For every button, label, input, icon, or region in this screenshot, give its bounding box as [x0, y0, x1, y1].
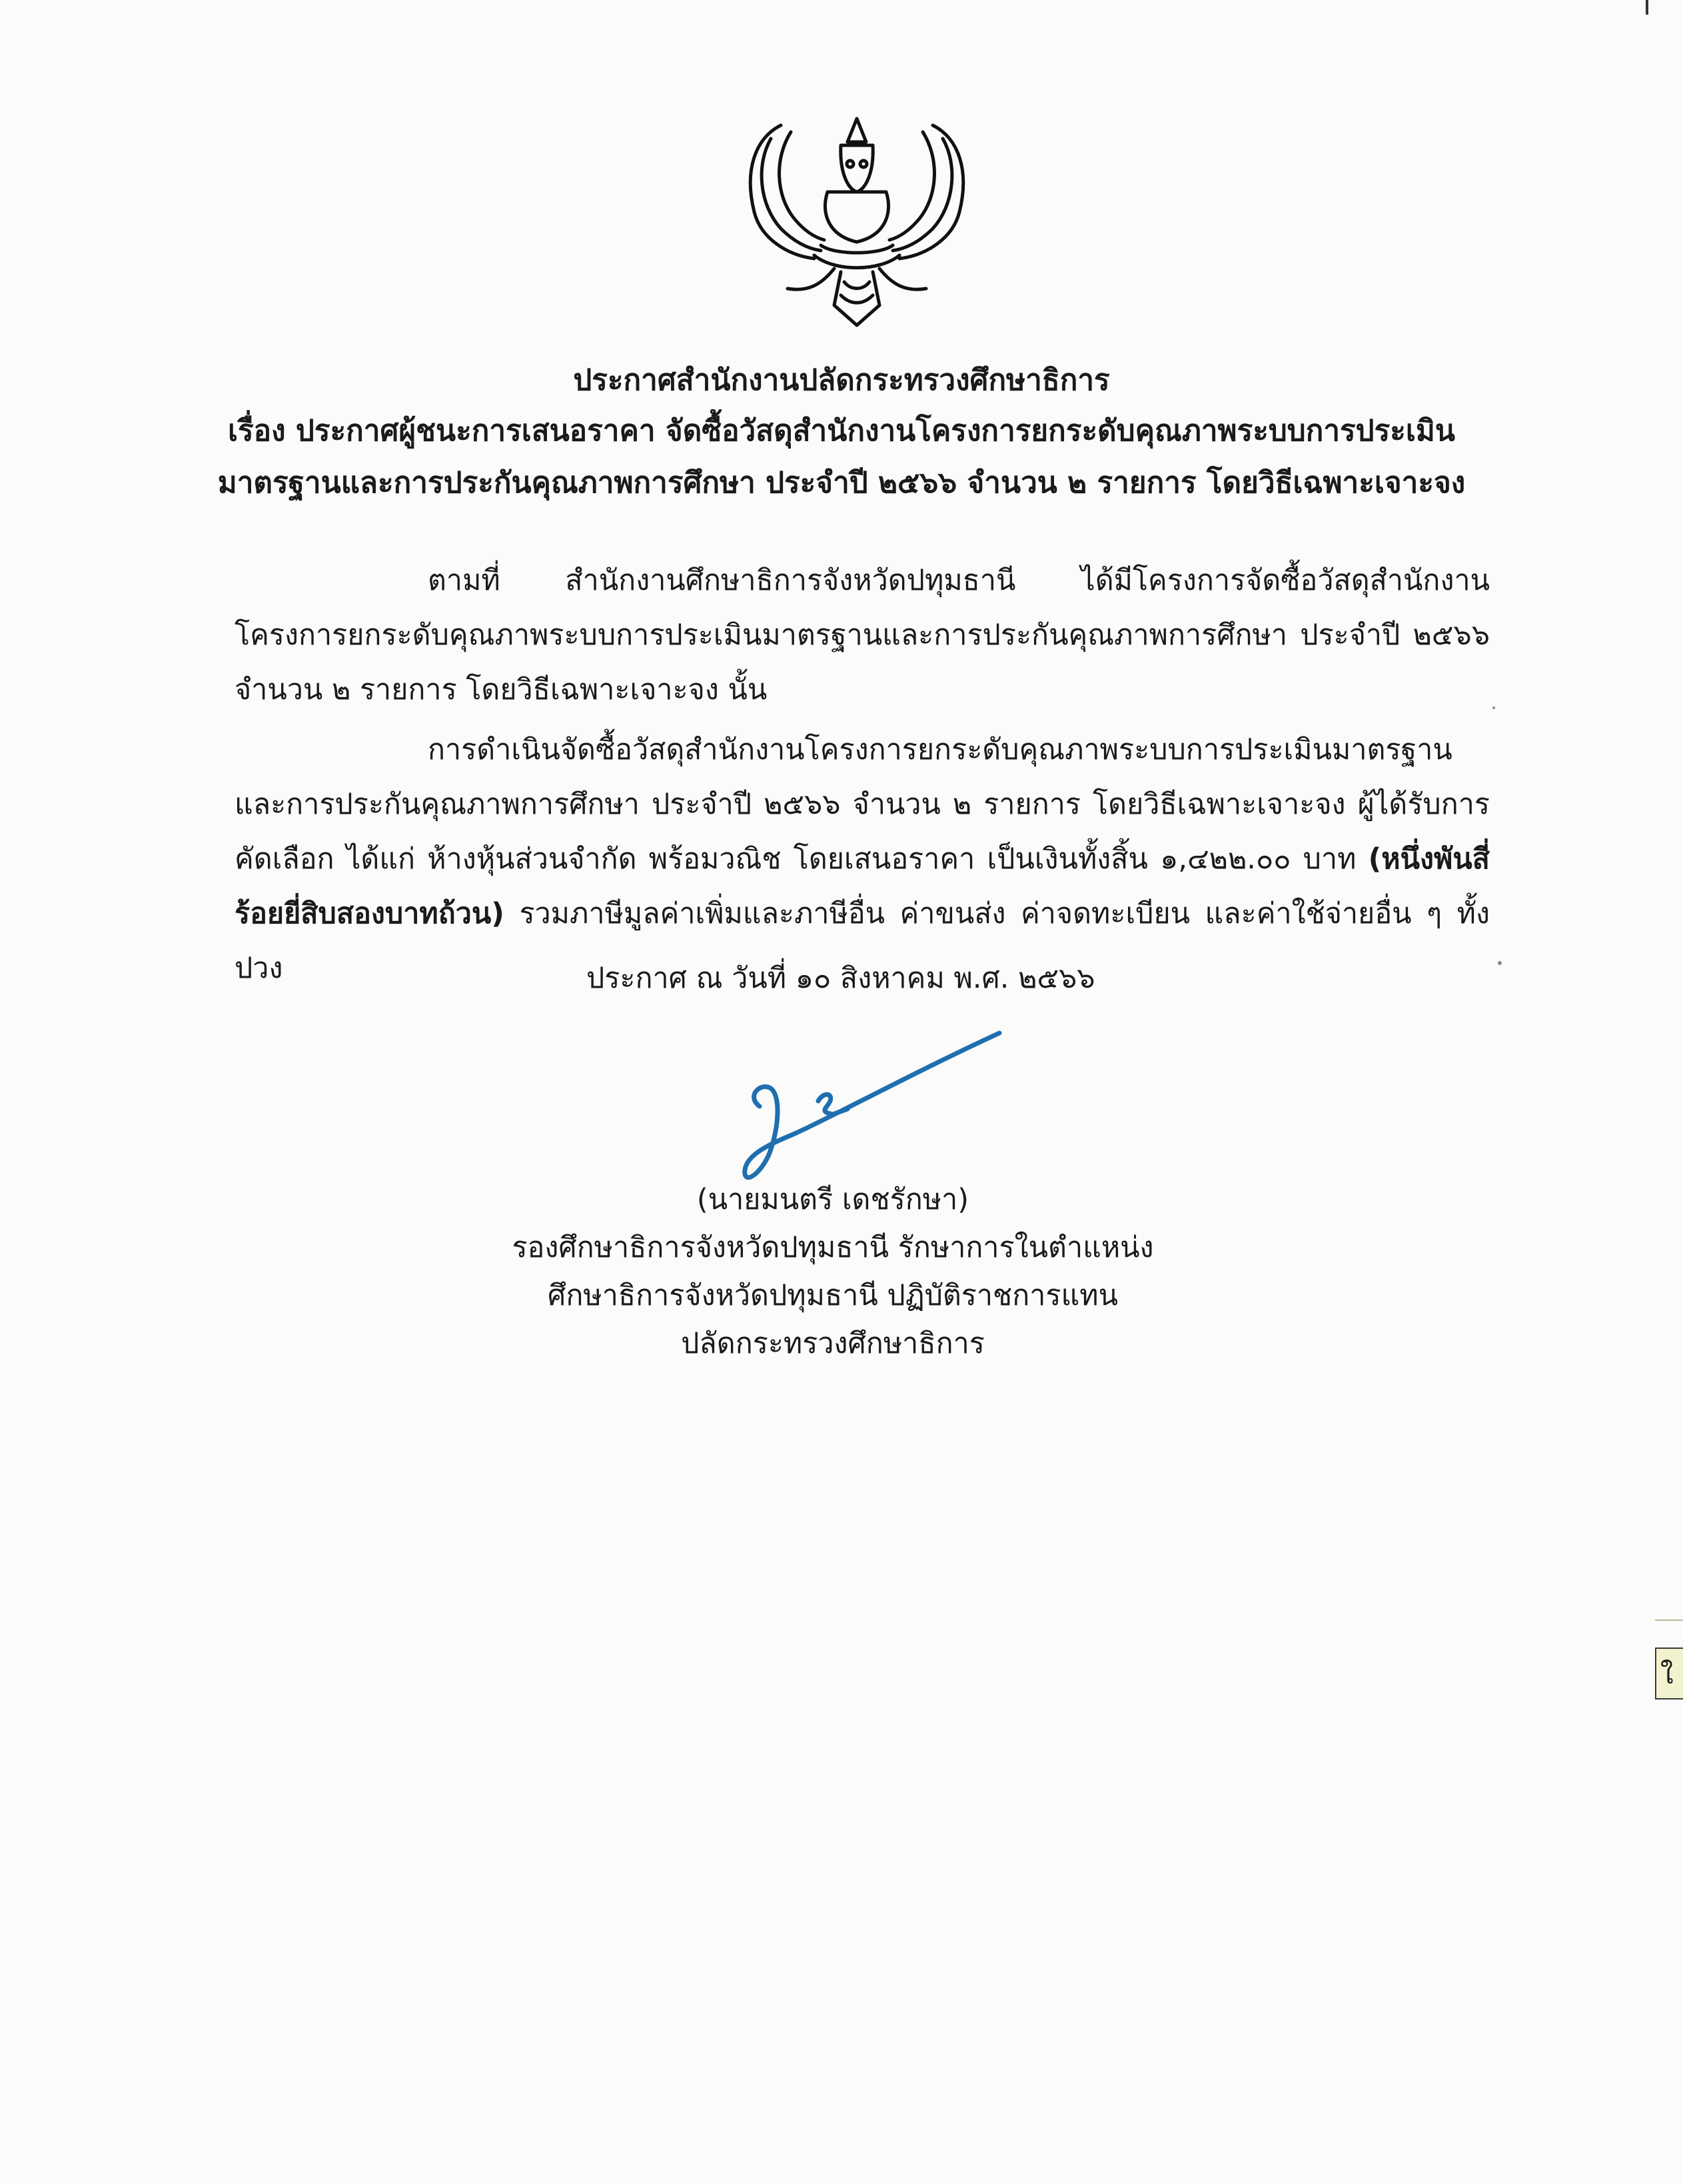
signatory-position-line1: รองศึกษาธิการจังหวัดปทุมธานี รักษาการในตำแหน่ง [512, 1231, 1154, 1264]
scan-edge-line [1655, 1620, 1683, 1621]
garuda-emblem-icon [741, 112, 973, 332]
paragraph-2-text: การดำเนินจัดซื้อวัสดุสำนักงานโครงการยกระดับคุณภาพระบบการประเมินมาตรฐานและการประกันคุณภาพการศึกษา ประจำปี ๒๕๖๖ จำนวน ๒ รายการ โดยวิธีเฉพาะเจาะจง ผู้ได้รับการคัดเลือก ได้แก่ ห้างหุ้นส่วนจำกัด พร้อมวณิช โดยเสนอราคา เป็นเงินทั้งสิ้น ๑,๔๒๒.๐๐ บาท [235, 733, 1490, 876]
announcement-subject-line2: มาตรฐานและการประกันคุณภาพการศึกษา ประจำปี ๒๕๖๖ จำนวน ๒ รายการ โดยวิธีเฉพาะเจาะจง [217, 466, 1466, 500]
announcement-subject-line1: เรื่อง ประกาศผู้ชนะการเสนอราคา จัดซื้อวัสดุสำนักงานโครงการยกระดับคุณภาพระบบการประเมิน [228, 414, 1455, 448]
announcement-date: ประกาศ ณ วันที่ ๑๐ สิงหาคม พ.ศ. ๒๕๖๖ [586, 962, 1095, 995]
paragraph-2-tail: รวมภาษีมูลค่าเพิ่มและภาษีอื่น ค่าขนส่ง ค่าจดทะเบียน และค่าใช้จ่ายอื่น ๆ ทั้งปวง [235, 897, 1490, 985]
scan-edge-mark [1646, 0, 1683, 15]
body-paragraph-1: ตามที่ สำนักงานศึกษาธิการจังหวัดปทุมธานี ได้มีโครงการจัดซื้อวัสดุสำนักงานโครงการยกระดับคุณภาพระบบการประเมินมาตรฐานและการประกันคุณภาพการศึกษา ประจำปี ๒๕๖๖ จำนวน ๒ รายการ โดยวิธีเฉพาะเจาะจง นั้น [235, 564, 1490, 706]
amount-in-words: (หนึ่งพันสี่ร้อยยี่สิบสองบาทถ้วน) [235, 842, 1490, 930]
signatory-name: (นายมนตรี เดชรักษา) [696, 1183, 969, 1216]
announcement-title: ประกาศสำนักงานปลัดกระทรวงศึกษาธิการ [573, 363, 1110, 397]
signature-icon [733, 1026, 1019, 1193]
scan-speck [1498, 961, 1502, 965]
scan-speck [1492, 706, 1495, 709]
adjacent-page-tab: ใ [1655, 1647, 1683, 1699]
signatory-position-line3: ปลัดกระทรวงศึกษาธิการ [681, 1327, 985, 1360]
signatory-position-line2: ศึกษาธิการจังหวัดปทุมธานี ปฏิบัติราชการแทน [548, 1279, 1118, 1312]
